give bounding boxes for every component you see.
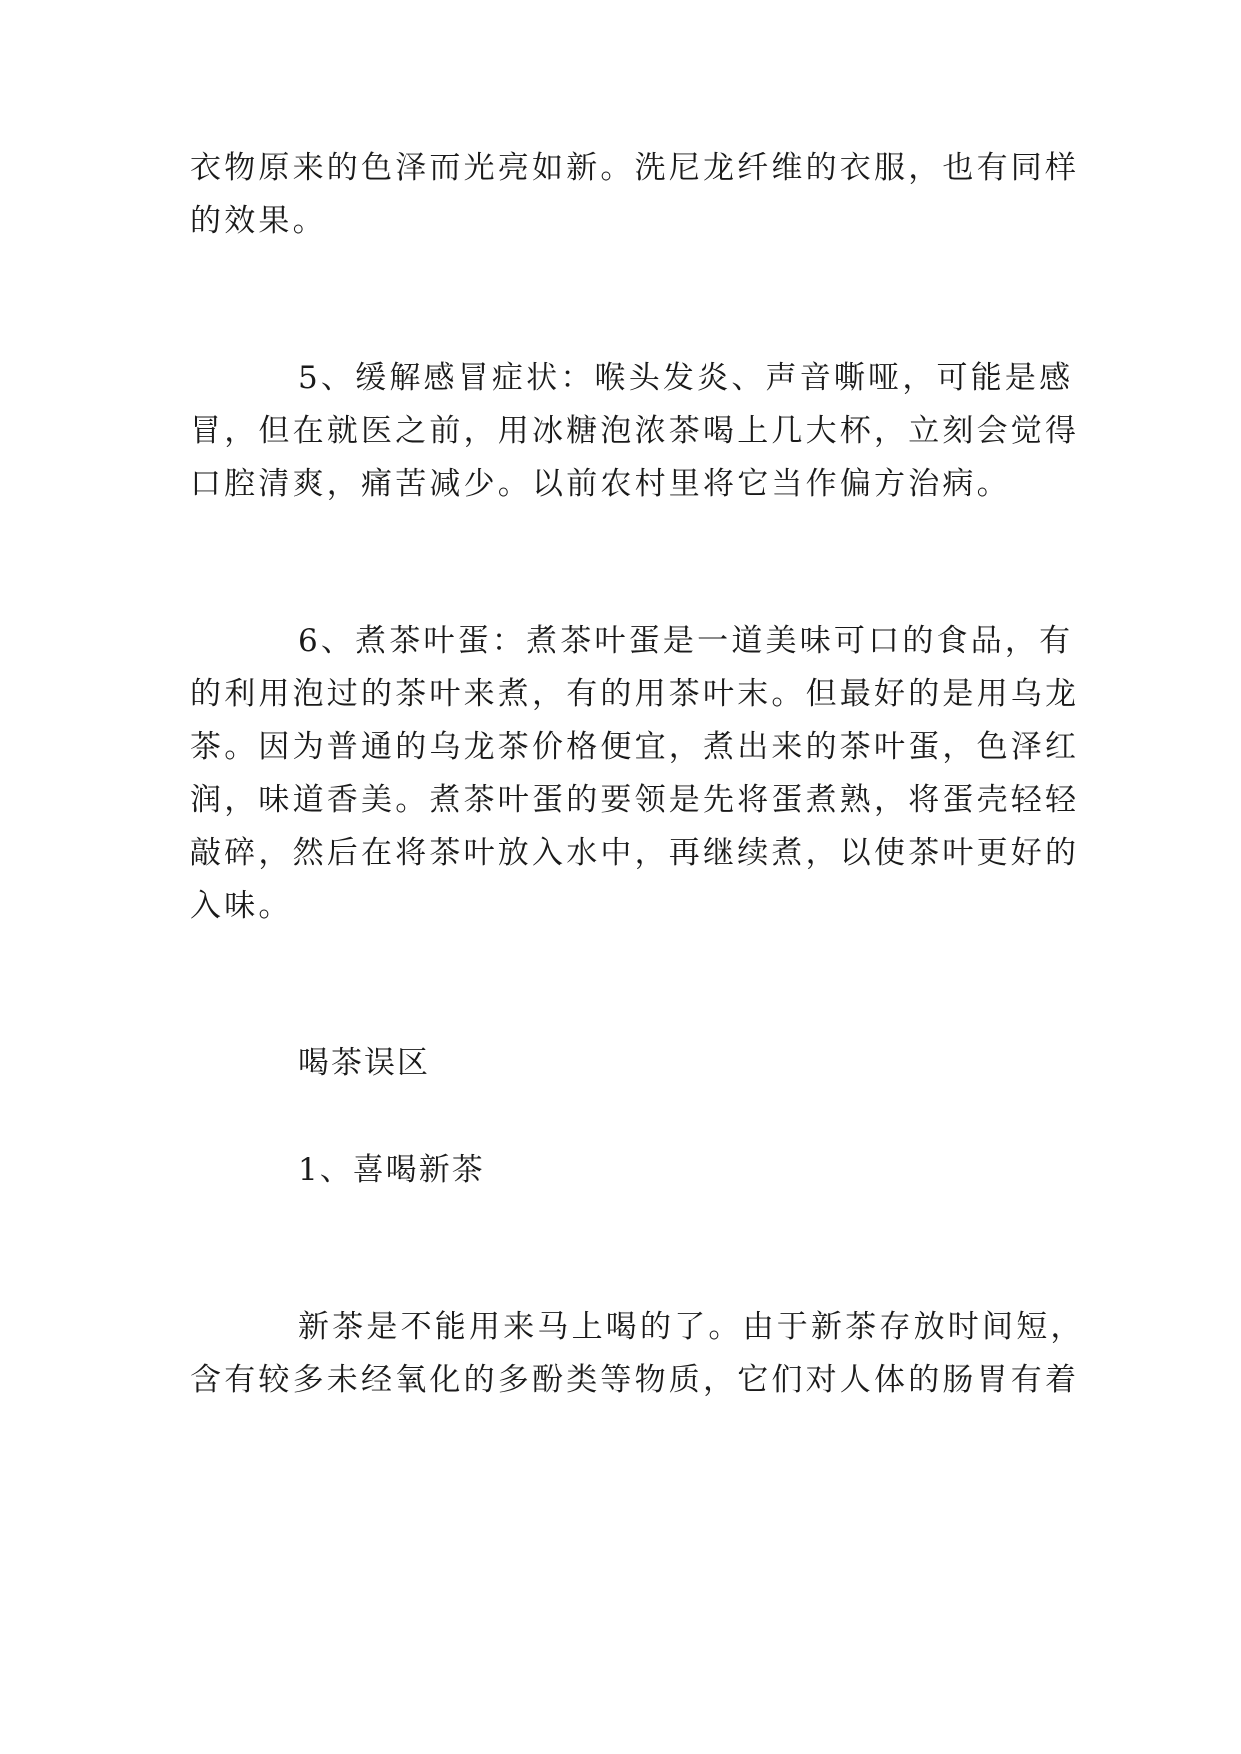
subheading-1: 1、喜喝新茶 xyxy=(298,1152,485,1188)
paragraph-4-line-1: 新茶是不能用来马上喝的了。由于新茶存放时间短， xyxy=(298,1309,1085,1345)
paragraph-3-line-3: 茶。因为普通的乌龙茶价格便宜，煮出来的茶叶蛋，色泽红 xyxy=(190,729,1080,765)
paragraph-2-line-2: 冒，但在就医之前，用冰糖泡浓茶喝上几大杯，立刻会觉得 xyxy=(190,413,1080,449)
paragraph-3-line-5: 敲碎，然后在将茶叶放入水中，再继续煮，以使茶叶更好的 xyxy=(190,835,1080,871)
paragraph-2-line-3: 口腔清爽，痛苦减少。以前农村里将它当作偏方治病。 xyxy=(190,466,1011,502)
paragraph-2-line-1: 5、缓解感冒症状：喉头发炎、声音嘶哑，可能是感 xyxy=(298,360,1074,396)
paragraph-4-line-2: 含有较多未经氧化的多酚类等物质，它们对人体的肠胃有着 xyxy=(190,1362,1080,1398)
paragraph-1-line-1: 衣物原来的色泽而光亮如新。洗尼龙纤维的衣服，也有同样 xyxy=(190,150,1080,186)
paragraph-1-line-2: 的效果。 xyxy=(190,203,327,239)
paragraph-3-line-4: 润，味道香美。煮茶叶蛋的要领是先将蛋煮熟，将蛋壳轻轻 xyxy=(190,782,1080,818)
paragraph-3-line-6: 入味。 xyxy=(190,888,293,924)
section-heading: 喝茶误区 xyxy=(298,1045,430,1081)
paragraph-3-line-1: 6、煮茶叶蛋：煮茶叶蛋是一道美味可口的食品，有 xyxy=(298,623,1074,659)
paragraph-3-line-2: 的利用泡过的茶叶来煮，有的用茶叶末。但最好的是用乌龙 xyxy=(190,676,1080,712)
